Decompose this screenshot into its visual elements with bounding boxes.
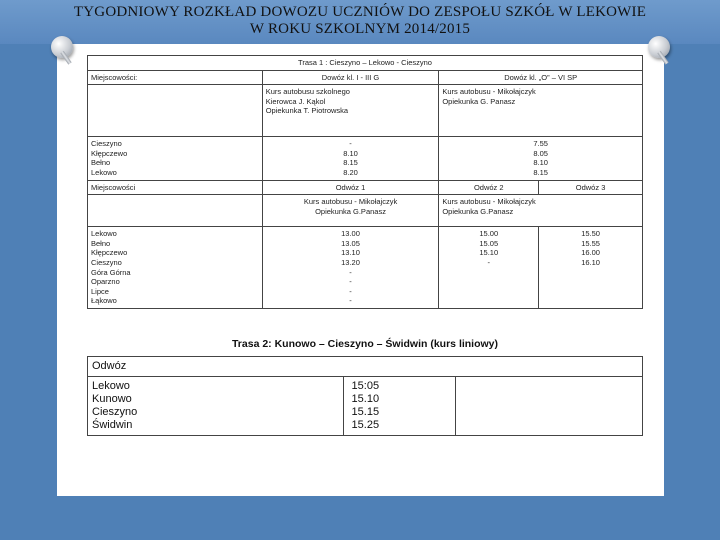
- empty-cell: [456, 377, 643, 436]
- bus-c-info: Kurs autobusu - Mikołajczyk Opiekunka G.Panasz: [262, 195, 439, 227]
- title-line-1: TYGODNIOWY ROZKŁAD DOWOZU UCZNIÓW DO ZESPOŁU SZKÓŁ W LEKOWIE: [73, 4, 647, 20]
- bus-a-info: Kurs autobusu szkolnego Kierowca J. Kąkol Opiekunka T. Piotrowska: [262, 85, 439, 137]
- times-dowoz-b: 7.55 8.05 8.10 8.15: [439, 137, 643, 180]
- title-line-2: W ROKU SZKOLNYM 2014/2015: [249, 21, 471, 37]
- places-morning: Cieszyno Kłępczewo Bełno Lekowo: [88, 137, 263, 180]
- odwoz-1-header: Odwóz 1: [262, 180, 439, 195]
- route2-times: 15:05 15.10 15.15 15.25: [343, 377, 456, 436]
- pushpin-icon: [51, 36, 73, 58]
- odwoz-3-header: Odwóz 3: [539, 180, 643, 195]
- times-dowoz-a: - 8.10 8.15 8.20: [262, 137, 439, 180]
- page-title: [0, 4, 720, 38]
- route1-table: [87, 55, 643, 309]
- bus-b-info: Kurs autobusu - Mikołajczyk Opiekunka G. Panasz: [439, 85, 643, 137]
- places-afternoon: Lekowo Bełno Kłępczewo Cieszyno Góra Górna Oparzno Lipce Łąkowo: [88, 227, 263, 309]
- places-header-2: Miejscowości: [88, 180, 263, 195]
- times-odwoz-2: 15.00 15.05 15.10 -: [439, 227, 539, 309]
- pushpin-icon: [648, 36, 670, 58]
- times-odwoz-3: 15.50 15.55 16.00 16.10: [539, 227, 643, 309]
- empty-cell: [88, 85, 263, 137]
- route2-table: [87, 356, 643, 436]
- route1-header: Trasa 1 : Cieszyno – Lekowo - Cieszyno: [88, 56, 643, 71]
- bus-d-info: Kurs autobusu - Mikołajczyk Opiekunka G.Panasz: [439, 195, 643, 227]
- route2-places: Lekowo Kunowo Cieszyno Świdwin: [88, 377, 344, 436]
- route2-odwoz-label: Odwóz: [88, 357, 643, 377]
- dowoz-b-header: Dowóz kl. „O” – VI SP: [439, 70, 643, 85]
- route2-header: Trasa 2: Kunowo – Cieszyno – Świdwin (kurs liniowy): [231, 338, 499, 350]
- times-odwoz-1: 13.00 13.05 13.10 13.20 - - - -: [262, 227, 439, 309]
- empty-cell: [88, 195, 263, 227]
- odwoz-2-header: Odwóz 2: [439, 180, 539, 195]
- places-header: Miejscowości:: [88, 70, 263, 85]
- dowoz-a-header: Dowóz kl. I - III G: [262, 70, 439, 85]
